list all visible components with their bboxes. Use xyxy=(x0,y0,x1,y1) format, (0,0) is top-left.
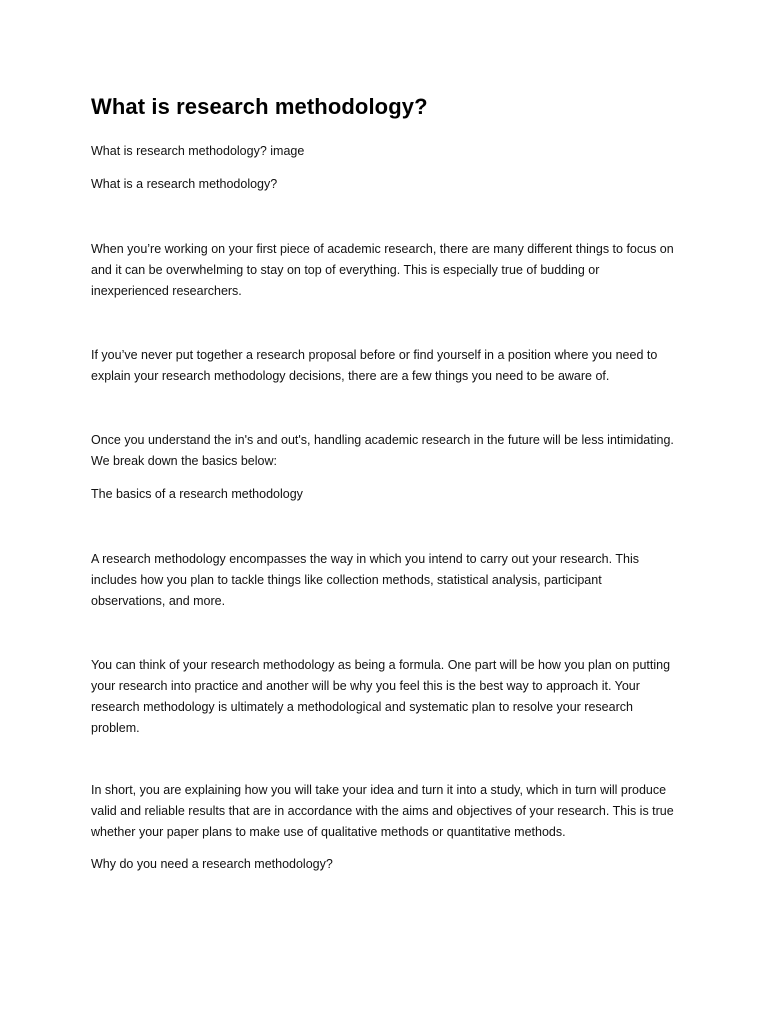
paragraph-3: Once you understand the in's and out's, handling academic research in the future will be less intimidating. We break down the basics below: xyxy=(91,433,674,468)
heading-basics: The basics of a research methodology xyxy=(91,487,303,501)
paragraph-6: In short, you are explaining how you will take your idea and turn it into a study, which in turn will produce valid and reliable results that are in accordance with the aims and objectives of your research. This is true whether your paper plans to make use of qualitative methods or quantitative methods. xyxy=(91,783,674,839)
paragraph-4: A research methodology encompasses the way in which you intend to carry out your research. This includes how you plan to tackle things like collection methods, statistical analysis, participant observations, and more. xyxy=(91,552,639,608)
paragraph-1: When you’re working on your first piece of academic research, there are many different things to focus on and it can be overwhelming to stay on top of everything. This is especially true of budding or inexperienced researchers. xyxy=(91,242,674,298)
heading-why: Why do you need a research methodology? xyxy=(91,857,333,871)
subtitle: What is a research methodology? xyxy=(91,177,278,191)
image-caption: What is research methodology? image xyxy=(91,144,305,158)
paragraph-5: You can think of your research methodology as being a formula. One part will be how you plan on putting your research into practice and another will be why you feel this is the best way to approach it. Your research methodology is ultimately a methodological and systematic plan to resolve your research problem. xyxy=(91,658,671,735)
page-title: What is research methodology? xyxy=(91,94,428,119)
paragraph-2: If you’ve never put together a research proposal before or find yourself in a position where you need to explain your research methodology decisions, there are a few things you need to be aware of. xyxy=(91,348,658,383)
